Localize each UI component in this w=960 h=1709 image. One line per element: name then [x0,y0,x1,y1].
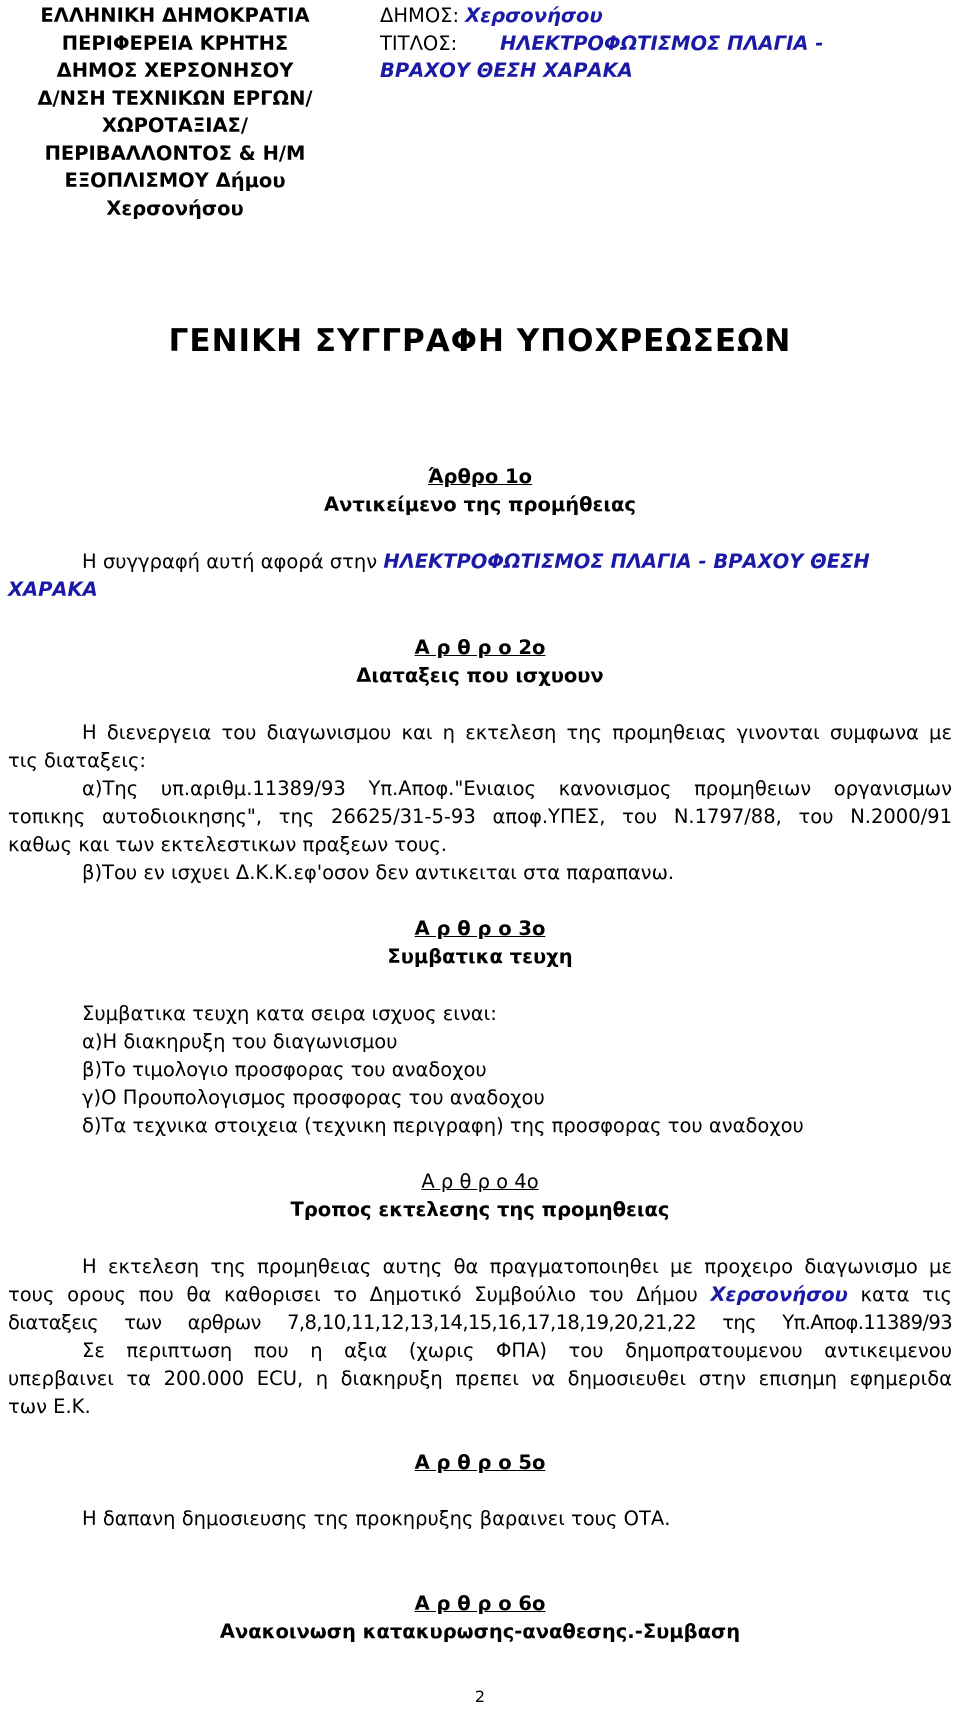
article-2-line: α)Της υπ.αριθμ.11389/93 Υπ.Αποφ."Ενιαιος κανονισμος προμηθειων οργανισμων [82,777,952,800]
article-1-text-prefix: Η συγγραφή αυτή αφορά στην [82,550,384,573]
article-3-line: δ)Τα τεχνικα στοιχεια (τεχνικη περιγραφη) της προσφορας του αναδοχου [82,1114,804,1137]
article-2-line: τις διαταξεις: [8,749,146,772]
page-number: 2 [474,1687,486,1706]
article-1-heading: Άρθρο 1ο [427,465,532,488]
article-2-subheading: Διαταξεις που ισχυουν [356,664,604,687]
project-title-value-1: ΗΛΕΚΤΡΟΦΩΤΙΣΜΟΣ ΠΛΑΓΙΑ - [500,31,824,55]
article-1-text-cont [8,578,952,601]
article-3-line: γ)Ο Προυπολογισμος προσφορας του αναδοχου [82,1086,545,1109]
authority-line: ΠΕΡΙΒΑΛΛΟΝΤΟΣ & Η/Μ [44,141,306,165]
article-6-subheading: Ανακοινωση κατακυρωσης-αναθεσης.-Συμβαση [219,1620,741,1643]
article-3-heading: Α ρ θ ρ ο 3ο [414,917,546,940]
article-4-line: Σε περιπτωση που η αξια (χωρις ΦΠΑ) του δημοπρατουμενου αντικειμενου [82,1339,952,1362]
project-info-block [380,2,950,85]
article-5-text: Η δαπανη δημοσιευσης της προκηρυξης βαραινει τους ΟΤΑ. [82,1507,671,1530]
article-2-line: τοπικης αυτοδιοικησης", της 26625/31-5-93 αποφ.ΥΠΕΣ, του Ν.1797/88, του Ν.2000/91 [8,805,952,828]
article-2-heading: Α ρ θ ρ ο 2ο [414,636,546,659]
authority-block [0,2,350,222]
article-5-heading: Α ρ θ ρ ο 5ο [414,1451,546,1474]
municipality-value: Χερσονήσου [465,4,603,27]
article-2-line: Η διενεργεια του διαγωνισμου και η εκτελεση της προμηθειας γινονται συμφωνα με [82,721,952,744]
authority-line: Χερσονήσου [106,196,244,220]
municipality-label: ΔΗΜΟΣ: [380,4,466,27]
article-1-subject: ΗΛΕΚΤΡΟΦΩΤΙΣΜΟΣ ΠΛΑΓΙΑ - ΒΡΑΧΟΥ ΘΕΣΗ [383,550,870,573]
article-1-text [82,550,952,573]
article-2-line: καθως και των εκτελεστικων πραξεων τους. [8,833,447,856]
article-4-line-suffix: κατα τις [847,1283,952,1306]
authority-line: ΕΞΟΠΛΙΣΜΟΥ Δήμου [64,169,286,192]
article-1-subject-cont: ΧΑΡΑΚΑ [8,578,98,601]
article-4-municipality: Χερσονήσου [710,1283,848,1306]
authority-line: ΔΗΜΟΣ ΧΕΡΣΟΝΗΣΟΥ [56,59,294,82]
article-3-line: α)Η διακηρυξη του διαγωνισμου [82,1030,398,1053]
article-3-subheading: Συμβατικα τευχη [387,945,573,968]
article-1-subheading: Αντικείμενο της προμήθειας [324,493,636,516]
project-title-row-2 [380,57,950,85]
article-3-line: β)Το τιμολογιο προσφορας του αναδοχου [82,1058,487,1081]
article-4-line: υπερβαινει τα 200.000 ECU, η διακηρυξη πρεπει να δημοσιευθει στην επισημη εφημεριδα [8,1367,952,1390]
project-title-label: ΤΙΤΛΟΣ: [380,31,458,55]
authority-line: ΕΛΛΗΝΙΚΗ ΔΗΜΟΚΡΑΤΙΑ [40,4,310,27]
article-4-heading: Α ρ θ ρ ο 4ο [421,1170,539,1193]
authority-line: ΠΕΡΙΦΕΡΕΙΑ ΚΡΗΤΗΣ [61,31,289,55]
project-title-value-2: ΒΡΑΧΟΥ ΘΕΣΗ ΧΑΡΑΚΑ [380,59,633,82]
authority-line: Δ/ΝΣΗ ΤΕΧΝΙΚΩΝ ΕΡΓΩΝ/ [37,86,313,110]
project-title-row [380,30,950,58]
article-4-subheading: Τροπος εκτελεσης της προμηθειας [290,1198,670,1221]
document-title: ΓΕΝΙΚΗ ΣΥΓΓΡΑΦΗ ΥΠΟΧΡΕΩΣΕΩΝ [168,323,792,359]
article-6-heading: Α ρ θ ρ ο 6ο [414,1592,546,1615]
article-4-line: Η εκτελεση της προμηθειας αυτης θα πραγματοποιηθει με προχειρο διαγωνισμο με [82,1255,952,1278]
article-2-line: β)Του εν ισχυει Δ.Κ.Κ.εφ'οσον δεν αντικειται στα παραπανω. [82,861,675,884]
article-4-line [8,1283,952,1306]
municipality-row [380,2,950,30]
article-4-line: διαταξεις των αρθρων 7,8,10,11,12,13,14,15,16,17,18,19,20,21,22 της Υπ.Αποφ.11389/93 [8,1311,952,1334]
article-4-line: των Ε.Κ. [8,1395,91,1418]
authority-line: ΧΩΡΟΤΑΞΙΑΣ/ [102,114,248,137]
article-4-line-prefix: τους ορους που θα καθορισει το Δημοτικό Συμβούλιο του Δήμου [8,1283,711,1306]
article-3-line: Συμβατικα τευχη κατα σειρα ισχυος ειναι: [82,1002,497,1025]
